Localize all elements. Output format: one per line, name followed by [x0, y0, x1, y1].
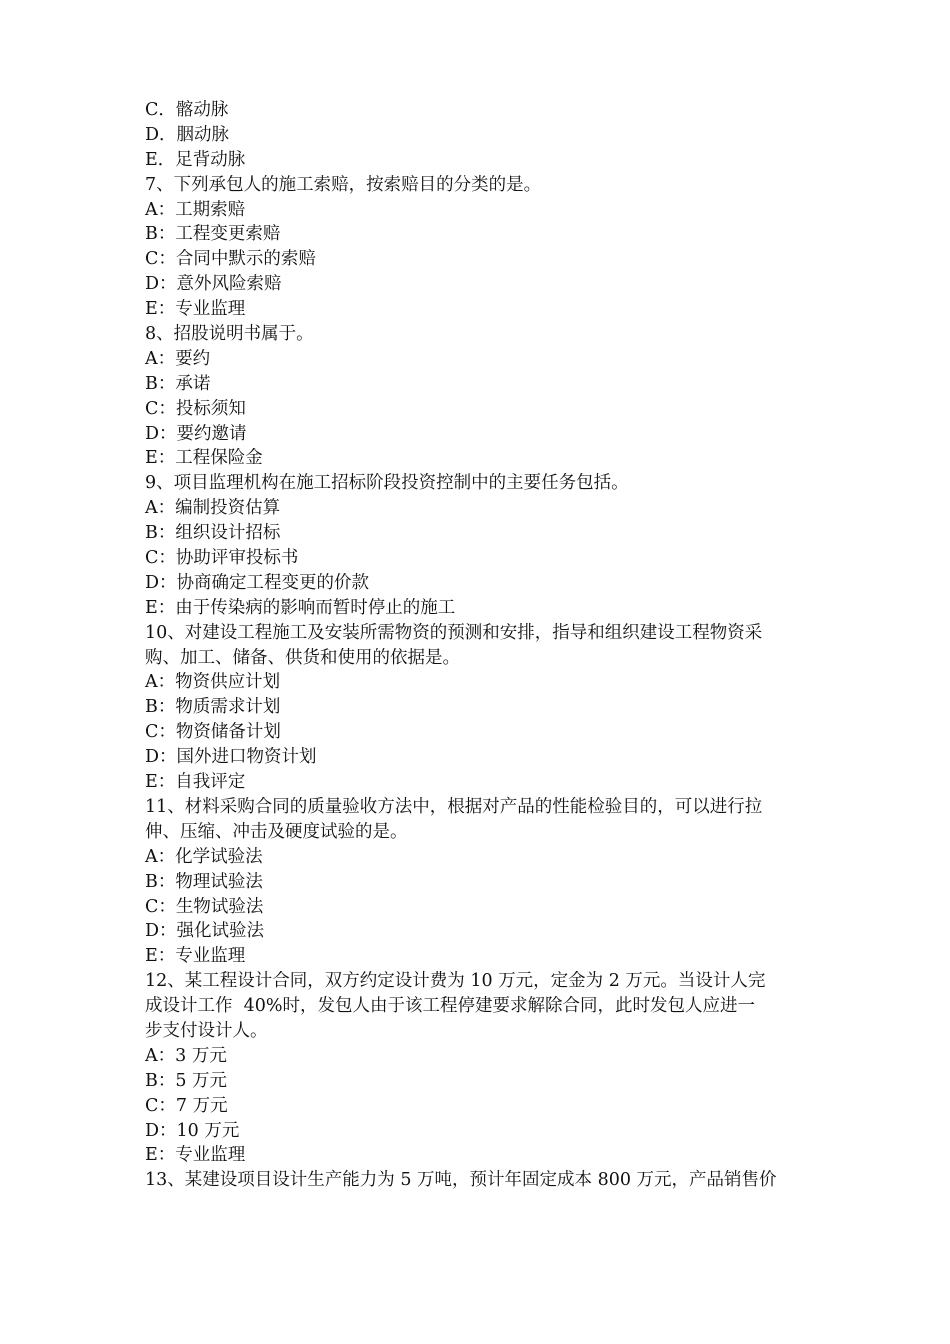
question-line: 步支付设计人。	[145, 1020, 268, 1041]
option-line: E：专业监理	[145, 299, 246, 320]
option-line: D：国外进口物资计划	[145, 747, 317, 768]
question-line: 伸、压缩、冲击及硬度试验的是。	[145, 821, 408, 842]
question-line: 7、下列承包人的施工索赔，按索赔目的分类的是。	[145, 174, 542, 195]
option-line: C：7 万元	[145, 1095, 228, 1116]
option-line: E：由于传染病的影响而暂时停止的施工	[145, 597, 456, 618]
option-line: A：3 万元	[145, 1045, 227, 1066]
option-line: C：投标须知	[145, 398, 246, 419]
option-line: D：协商确定工程变更的价款	[145, 572, 370, 593]
option-line: D：意外风险索赔	[145, 274, 282, 295]
option-line: C：协助评审投标书	[145, 548, 299, 569]
option-line: A：编制投资估算	[145, 498, 281, 519]
option-line: C．髂动脉	[145, 100, 229, 120]
option-line: D．胭动脉	[145, 124, 230, 145]
question-line: 购、加工、储备、供货和使用的依据是。	[145, 647, 460, 668]
option-line: E：专业监理	[145, 1145, 246, 1166]
option-line: B：承诺	[145, 373, 211, 394]
option-line: B：物质需求计划	[145, 697, 281, 718]
option-line: B：物理试验法	[145, 871, 263, 892]
document-body	[145, 98, 810, 1193]
option-line: A：工期索赔	[145, 199, 246, 220]
question-line: 13、某建设项目设计生产能力为 5 万吨，预计年固定成本 800 万元，产品销售价	[145, 1170, 777, 1191]
question-line: 10、对建设工程施工及安装所需物资的预测和安排，指导和组织建设工程物资采	[145, 622, 763, 643]
option-line: D：要约邀请	[145, 423, 247, 444]
option-line: B：组织设计招标	[145, 523, 281, 544]
option-line: B：工程变更索赔	[145, 224, 281, 245]
option-line: B：5 万元	[145, 1070, 228, 1091]
option-line: D：10 万元	[145, 1120, 240, 1141]
option-line: E．足背动脉	[145, 149, 246, 170]
question-line: 12、某工程设计合同，双方约定设计费为 10 万元，定金为 2 万元。当设计人完	[145, 971, 766, 992]
option-line: D：强化试验法	[145, 921, 265, 942]
option-line: C：生物试验法	[145, 896, 264, 917]
option-line: C：物资储备计划	[145, 722, 281, 743]
question-line: 9、项目监理机构在施工招标阶段投资控制中的主要任务包括。	[145, 473, 629, 494]
option-line: A：物资供应计划	[145, 672, 281, 693]
question-line: 成设计工作 40%时，发包人由于该工程停建要求解除合同，此时发包人应进一	[145, 996, 756, 1017]
option-line: E：专业监理	[145, 946, 246, 967]
option-line: E：工程保险金	[145, 448, 263, 469]
option-line: C：合同中默示的索赔	[145, 249, 316, 270]
option-line: A：要约	[145, 348, 211, 369]
question-line: 11、材料采购合同的质量验收方法中，根据对产品的性能检验目的，可以进行拉	[145, 796, 763, 817]
question-line: 8、招股说明书属于。	[145, 324, 314, 345]
option-line: E：自我评定	[145, 772, 246, 793]
option-line: A：化学试验法	[145, 846, 263, 867]
